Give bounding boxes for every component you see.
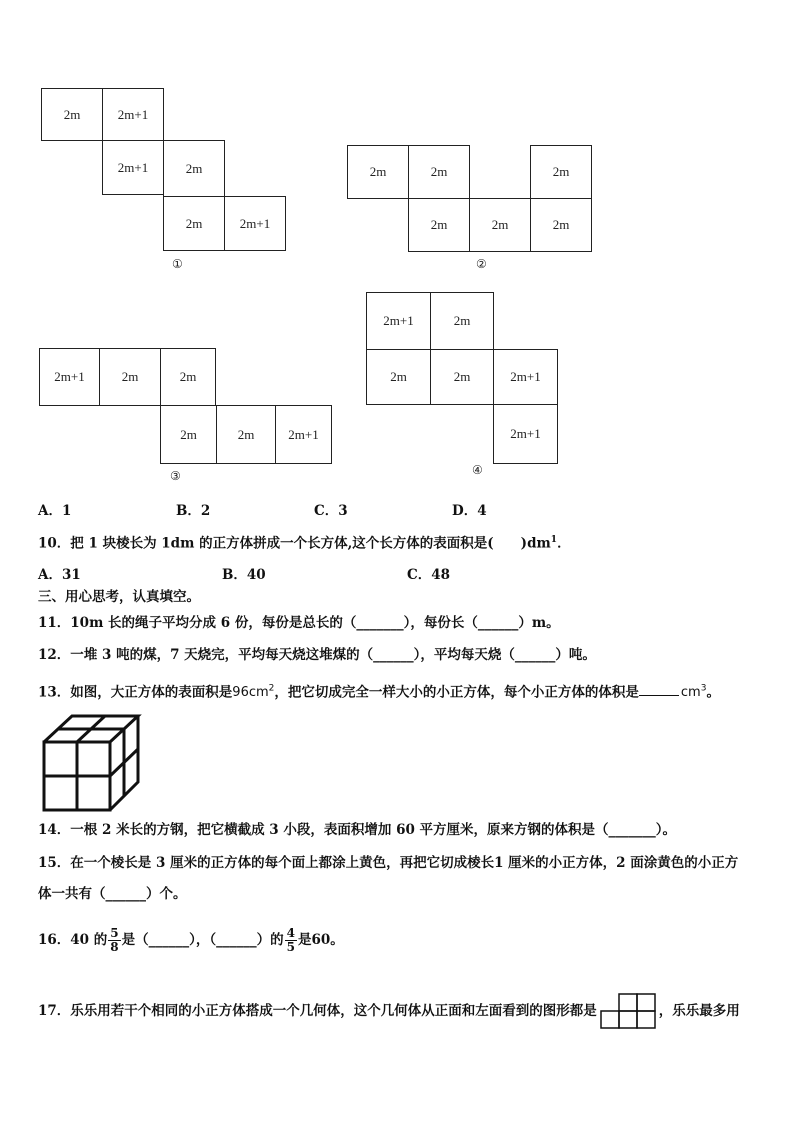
net-cell: 2m+1 [275,405,332,464]
net-cell: 2m+1 [493,404,558,464]
net-cell: 2m+1 [39,348,100,406]
question-17: 17．乐乐用若干个相同的小正方体搭成一个几何体，这个几何体从正面和左面看到的图形都是 ，乐乐最多用 [38,993,740,1029]
net-label: ① [172,257,183,271]
question-14: 14．一根 2 米长的方钢，把它横截成 3 小段，表面积增加 60 平方厘米，原来方钢的体积是（_______）。 [38,822,677,838]
net-cell: 2m [530,198,592,252]
net-cell: 2m [366,349,431,405]
net-cell: 2m [530,145,592,199]
net-cell: 2m [469,198,531,252]
net-cell: 2m+1 [493,349,558,405]
question-15-line-2: 体一共有（______）个。 [38,886,187,902]
question-16: 16．40 的 $\frac{5}{8}$ 是（______），（______）的 $\frac{4}{5}$ 是60。 [38,925,344,954]
q13-pre: 13．如图，大正方体的表面积是 [38,684,233,701]
view-shape-icon [599,993,657,1029]
question-15-line-1: 15．在一个棱长是 3 厘米的正方体的每个面上都涂上黄色，再把它切成棱长1 厘米的小正方体，2 面涂黄色的小正方 [38,855,739,871]
q13-unit: $cm^3$ [680,684,707,701]
q9-choice-d: D．4 [452,503,487,519]
net-cell: 2m [99,348,161,406]
net-cell: 2m [41,88,103,141]
net-label: ③ [170,469,181,483]
net-cell: 2m [163,196,225,251]
q9-choice-b: B．2 [176,503,211,519]
cube-figure [40,712,144,814]
net-cell: 2m [160,348,216,406]
q10-end: ． [557,535,571,552]
net-cell: 2m+1 [102,88,164,141]
net-label: ④ [472,463,483,477]
q9-choice-c: C．3 [314,503,348,519]
q10-text: 10．把 1 块棱长为 1dm 的正方体拼成一个长方体,这个长方体的表面积是( )dm [38,535,551,552]
net-cell: 2m [408,145,470,199]
net-cell: 2m [163,140,225,197]
fraction-4-5: $\frac{4}{5}$ [286,925,295,954]
net-cell: 2m [430,292,494,350]
q13-mid: ，把它切成完全一样大小的小正方体，每个小正方体的体积是 [274,684,639,701]
net-cell: 2m [347,145,409,199]
q10-choice-b: B．40 [222,567,266,583]
section-3-heading: 三、用心思考，认真填空。 [38,589,200,605]
net-cell: 2m+1 [102,140,164,195]
net-label: ② [476,257,487,271]
net-cell: 2m [160,405,217,464]
q13-area: $96cm^2$ [232,684,275,701]
net-cell: 2m+1 [224,196,286,251]
q10-choice-c: C．48 [407,567,451,583]
fraction-5-8: $\frac{5}{8}$ [110,925,119,954]
net-cell: 2m+1 [366,292,431,350]
q9-choice-a: A．1 [38,503,72,519]
question-10 [38,531,571,553]
q13-blank [639,683,679,696]
q10-sup: 1 [550,535,558,545]
question-12: 12．一堆 3 吨的煤，7 天烧完，平均每天烧这堆煤的（______），平均每天烧（______）吨。 [38,647,596,663]
net-cell: 2m [216,405,276,464]
question-11: 11．10m 长的绳子平均分成 6 份，每份是总长的（_______），每份长（______）m。 [38,615,560,631]
q10-choice-a: A．31 [38,567,81,583]
net-cell: 2m [430,349,494,405]
net-cell: 2m [408,198,470,252]
question-13: 13．如图，大正方体的表面积是$96cm^2$，把它切成完全一样大小的小正方体，每个小正方体的体积是 $cm^3$。 [38,684,720,701]
